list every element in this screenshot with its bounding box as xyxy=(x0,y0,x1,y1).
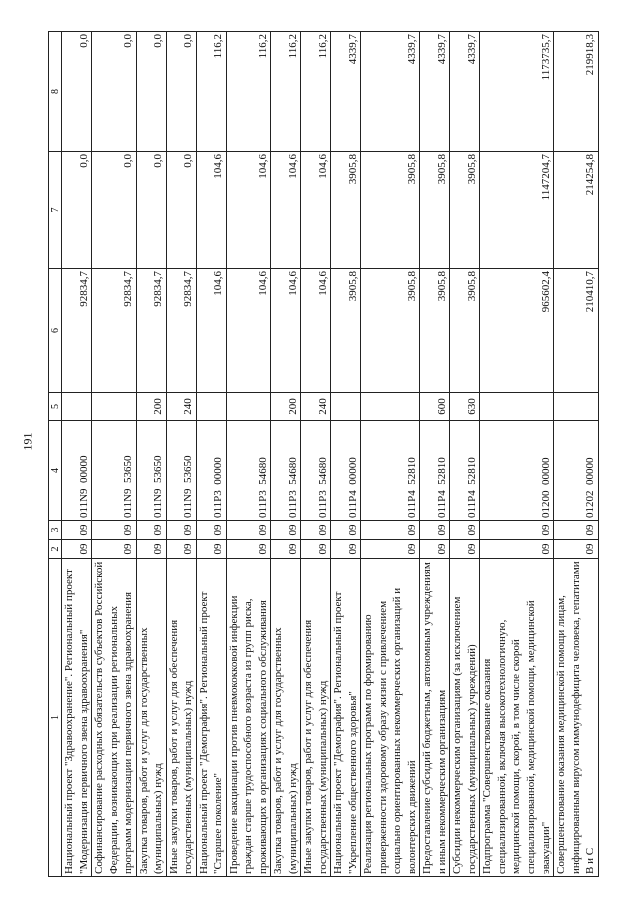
row-value-3: 4339,7 xyxy=(331,32,361,152)
column-header: 6 xyxy=(49,269,62,393)
row-csr-program: 011P3 xyxy=(316,490,329,518)
row-vr: 240 xyxy=(301,393,331,421)
row-value-1: 92834,7 xyxy=(62,269,92,393)
row-csr xyxy=(271,421,301,521)
row-vr: 200 xyxy=(271,393,301,421)
row-rz: 09 xyxy=(62,540,92,559)
table-row xyxy=(361,32,420,877)
row-value-2: 104,6 xyxy=(226,152,271,269)
table-row xyxy=(92,32,137,877)
row-name: Субсидии некоммерческим организациям (за исключением государственных (муниципальных) учреждений) xyxy=(450,559,480,877)
row-rz: 09 xyxy=(450,540,480,559)
row-vr xyxy=(62,393,92,421)
row-name: Национальный проект "Демография". Региональный проект "Старшее поколение" xyxy=(196,559,226,877)
row-vr xyxy=(554,393,599,421)
row-value-1: 3905,8 xyxy=(331,269,361,393)
rotated-page xyxy=(48,32,600,877)
row-value-2: 0,0 xyxy=(136,152,166,269)
row-csr-direction: 00000 xyxy=(346,457,359,485)
row-csr-program: 01202 xyxy=(584,490,597,518)
row-value-1: 210410,7 xyxy=(554,269,599,393)
table-row xyxy=(62,32,92,877)
table-row xyxy=(420,32,450,877)
row-value-1: 104,6 xyxy=(301,269,331,393)
row-value-2: 3905,8 xyxy=(361,152,420,269)
column-header: 7 xyxy=(49,152,62,269)
row-value-2: 3905,8 xyxy=(331,152,361,269)
table-row xyxy=(301,32,331,877)
row-csr-direction: 00000 xyxy=(584,457,597,485)
row-name: Совершенствование оказания медицинской помощи лицам, инфицированным вирусом иммунодефицита человека, гепатитами B и C xyxy=(554,559,599,877)
column-header: 1 xyxy=(49,559,62,877)
row-csr-direction: 53650 xyxy=(152,455,165,483)
row-pr: 09 xyxy=(166,521,196,540)
row-rz: 09 xyxy=(136,540,166,559)
row-value-1: 3905,8 xyxy=(450,269,480,393)
row-csr-direction: 52810 xyxy=(435,457,448,485)
row-value-2: 3905,8 xyxy=(450,152,480,269)
row-value-2: 0,0 xyxy=(62,152,92,269)
table-row xyxy=(331,32,361,877)
row-csr-program: 011P3 xyxy=(212,490,225,518)
row-value-2: 0,0 xyxy=(166,152,196,269)
row-csr-direction: 54680 xyxy=(286,457,299,485)
row-csr-program: 011N9 xyxy=(152,488,165,518)
row-pr: 09 xyxy=(450,521,480,540)
row-name: Национальный проект "Здравоохранение". Региональный проект "Модернизация первичного звена здравоохранения" xyxy=(62,559,92,877)
row-vr xyxy=(92,393,137,421)
row-csr-direction: 00000 xyxy=(539,457,552,485)
row-csr-direction: 53650 xyxy=(122,455,135,483)
row-csr xyxy=(136,421,166,521)
row-value-3: 1173735,7 xyxy=(480,32,554,152)
row-vr xyxy=(196,393,226,421)
row-name: Закупка товаров, работ и услуг для государственных (муниципальных) нужд xyxy=(136,559,166,877)
row-value-3: 4339,7 xyxy=(361,32,420,152)
table-row xyxy=(136,32,166,877)
row-rz: 09 xyxy=(480,540,554,559)
row-csr-program: 011P4 xyxy=(435,490,448,518)
row-name: Закупка товаров, работ и услуг для государственных (муниципальных) нужд xyxy=(271,559,301,877)
row-csr-direction: 00000 xyxy=(212,457,225,485)
row-value-1: 3905,8 xyxy=(361,269,420,393)
table-row xyxy=(226,32,271,877)
row-name: Национальный проект "Демография". Региональный проект "Укрепление общественного здоровья" xyxy=(331,559,361,877)
row-value-2: 3905,8 xyxy=(420,152,450,269)
table-row xyxy=(450,32,480,877)
row-value-1: 92834,7 xyxy=(166,269,196,393)
table-row xyxy=(480,32,554,877)
row-value-3: 4339,7 xyxy=(420,32,450,152)
row-value-2: 1147204,7 xyxy=(480,152,554,269)
row-value-3: 0,0 xyxy=(62,32,92,152)
row-csr xyxy=(166,421,196,521)
row-csr-program: 011P4 xyxy=(465,490,478,518)
row-csr xyxy=(92,421,137,521)
row-csr xyxy=(62,421,92,521)
row-value-1: 104,6 xyxy=(196,269,226,393)
row-csr xyxy=(420,421,450,521)
row-rz: 09 xyxy=(92,540,137,559)
row-value-1: 3905,8 xyxy=(420,269,450,393)
row-pr: 09 xyxy=(420,521,450,540)
row-value-3: 116,2 xyxy=(301,32,331,152)
row-rz: 09 xyxy=(196,540,226,559)
row-value-2: 104,6 xyxy=(301,152,331,269)
row-value-3: 116,2 xyxy=(196,32,226,152)
row-rz: 09 xyxy=(420,540,450,559)
row-value-2: 0,0 xyxy=(92,152,137,269)
row-rz: 09 xyxy=(361,540,420,559)
column-header: 4 xyxy=(49,421,62,521)
row-value-1: 104,6 xyxy=(271,269,301,393)
row-csr-program: 011P4 xyxy=(346,490,359,518)
row-value-2: 104,6 xyxy=(271,152,301,269)
row-csr-direction: 00000 xyxy=(77,455,90,483)
row-pr: 09 xyxy=(331,521,361,540)
column-header: 8 xyxy=(49,32,62,152)
row-rz: 09 xyxy=(331,540,361,559)
row-pr: 09 xyxy=(480,521,554,540)
row-vr xyxy=(361,393,420,421)
row-value-3: 0,0 xyxy=(92,32,137,152)
row-value-3: 0,0 xyxy=(136,32,166,152)
page-number: 191 xyxy=(20,432,35,451)
row-pr: 09 xyxy=(271,521,301,540)
row-vr: 240 xyxy=(166,393,196,421)
row-pr: 09 xyxy=(361,521,420,540)
row-csr-program: 011N9 xyxy=(77,488,90,518)
column-header: 3 xyxy=(49,521,62,540)
row-name: Подпрограмма "Совершенствование оказания специализированной, включая высокотехнологичную, медицинской помощи, скорой, в том числе скорой специализированной, медицинской помощи, медицинской эвакуации" xyxy=(480,559,554,877)
row-csr xyxy=(301,421,331,521)
budget-table xyxy=(48,31,599,877)
row-value-1: 104,6 xyxy=(226,269,271,393)
row-value-3: 116,2 xyxy=(226,32,271,152)
row-value-1: 92834,7 xyxy=(92,269,137,393)
row-rz: 09 xyxy=(166,540,196,559)
row-vr: 200 xyxy=(136,393,166,421)
row-pr: 09 xyxy=(226,521,271,540)
row-pr: 09 xyxy=(301,521,331,540)
row-pr: 09 xyxy=(92,521,137,540)
row-name: Иные закупки товаров, работ и услуг для обеспечения государственных (муниципальных) нужд xyxy=(301,559,331,877)
row-csr-direction: 52810 xyxy=(405,457,418,485)
row-pr: 09 xyxy=(62,521,92,540)
row-value-2: 214254,8 xyxy=(554,152,599,269)
row-csr-direction: 53650 xyxy=(182,455,195,483)
row-name: Софинансирование расходных обязательств субъектов Российской Федерации, возникающих при реализации региональных программ модернизации первичного звена здравоохранения xyxy=(92,559,137,877)
row-vr xyxy=(480,393,554,421)
row-csr-program: 011N9 xyxy=(182,488,195,518)
row-pr: 09 xyxy=(196,521,226,540)
row-csr-direction: 52810 xyxy=(465,457,478,485)
row-csr xyxy=(361,421,420,521)
row-name: Предоставление субсидий бюджетным, автономным учреждениям и иным некоммерческим организациям xyxy=(420,559,450,877)
row-csr xyxy=(480,421,554,521)
row-csr xyxy=(450,421,480,521)
row-csr-program: 011P3 xyxy=(256,490,269,518)
row-vr xyxy=(331,393,361,421)
row-rz: 09 xyxy=(271,540,301,559)
row-rz: 09 xyxy=(226,540,271,559)
row-vr: 630 xyxy=(450,393,480,421)
row-csr-program: 011P4 xyxy=(405,490,418,518)
column-header: 5 xyxy=(49,393,62,421)
row-rz: 09 xyxy=(301,540,331,559)
row-name: Иные закупки товаров, работ и услуг для обеспечения государственных (муниципальных) нужд xyxy=(166,559,196,877)
row-csr-direction: 54680 xyxy=(256,457,269,485)
row-pr: 09 xyxy=(554,521,599,540)
table-row xyxy=(196,32,226,877)
row-csr-program: 011N9 xyxy=(122,488,135,518)
column-header: 2 xyxy=(49,540,62,559)
row-vr: 600 xyxy=(420,393,450,421)
row-value-3: 116,2 xyxy=(271,32,301,152)
row-csr xyxy=(226,421,271,521)
table-body xyxy=(62,32,599,877)
column-number-row xyxy=(49,32,62,877)
table-row xyxy=(271,32,301,877)
table-row xyxy=(166,32,196,877)
row-name: Проведение вакцинации против пневмококковой инфекции граждан старше трудоспособного возраста из групп риска, проживающих в организациях социального обслуживания xyxy=(226,559,271,877)
row-csr-program: 01200 xyxy=(539,490,552,518)
row-value-1: 965602,4 xyxy=(480,269,554,393)
row-rz: 09 xyxy=(554,540,599,559)
table-row xyxy=(554,32,599,877)
row-csr xyxy=(554,421,599,521)
row-csr-direction: 54680 xyxy=(316,457,329,485)
row-csr xyxy=(331,421,361,521)
row-value-3: 0,0 xyxy=(166,32,196,152)
row-value-2: 104,6 xyxy=(196,152,226,269)
row-pr: 09 xyxy=(136,521,166,540)
row-value-3: 219918,3 xyxy=(554,32,599,152)
row-name: Реализация региональных программ по формированию приверженности здоровому образу жизни с привлечением социально ориентированных некоммерческих организаций и волонтерских движений xyxy=(361,559,420,877)
row-vr xyxy=(226,393,271,421)
row-csr xyxy=(196,421,226,521)
row-value-3: 4339,7 xyxy=(450,32,480,152)
row-csr-program: 011P3 xyxy=(286,490,299,518)
row-value-1: 92834,7 xyxy=(136,269,166,393)
